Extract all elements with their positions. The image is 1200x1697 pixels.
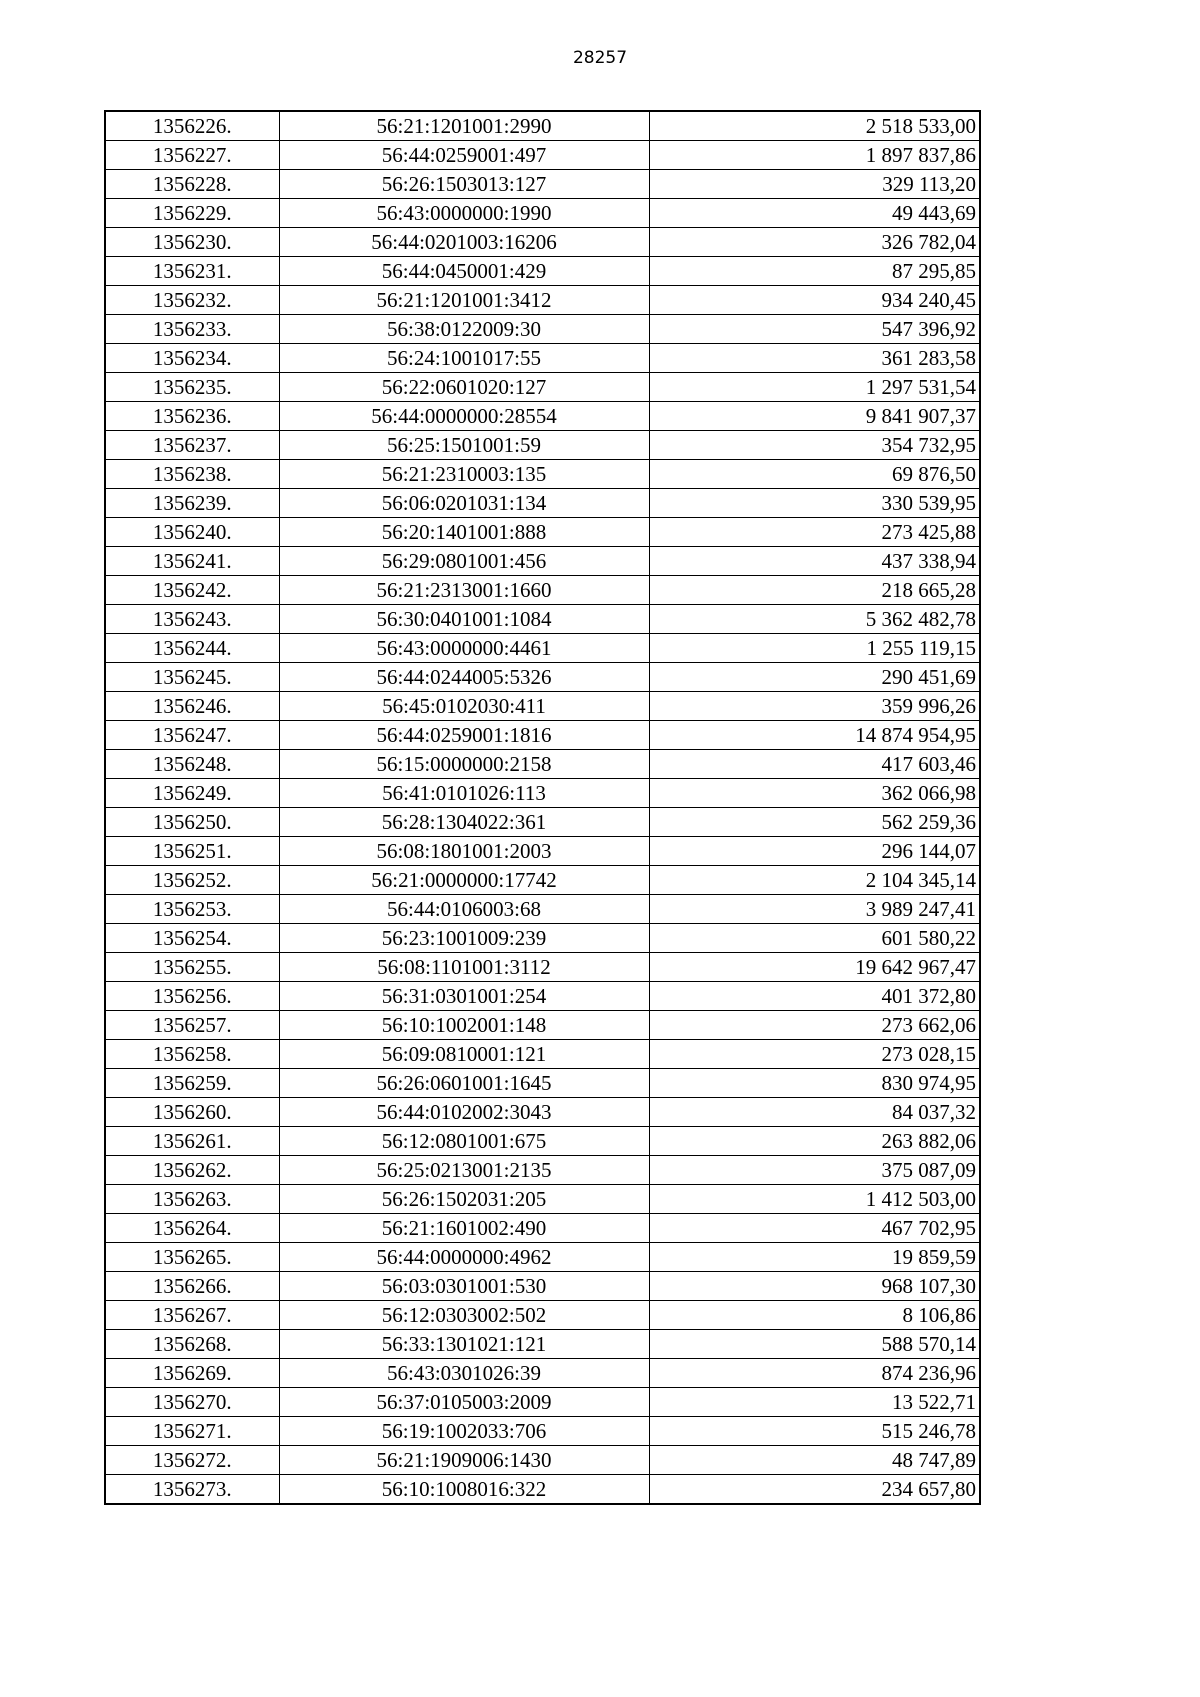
row-number-cell: 1356259. — [105, 1069, 279, 1098]
row-number-cell: 1356265. — [105, 1243, 279, 1272]
cadastral-number-cell: 56:25:1501001:59 — [279, 431, 649, 460]
row-number-cell: 1356238. — [105, 460, 279, 489]
cadastral-number-cell: 56:24:1001017:55 — [279, 344, 649, 373]
table-row — [105, 111, 980, 141]
table-row — [105, 518, 980, 547]
cadastral-value-cell: 13 522,71 — [649, 1388, 980, 1417]
cadastral-number-cell: 56:21:1201001:3412 — [279, 286, 649, 315]
cadastral-number-cell: 56:08:1101001:3112 — [279, 953, 649, 982]
row-number-cell: 1356253. — [105, 895, 279, 924]
row-number-cell: 1356240. — [105, 518, 279, 547]
cadastral-value-cell: 218 665,28 — [649, 576, 980, 605]
cadastral-number-cell: 56:44:0106003:68 — [279, 895, 649, 924]
row-number-cell: 1356236. — [105, 402, 279, 431]
cadastral-number-cell: 56:22:0601020:127 — [279, 373, 649, 402]
table-row — [105, 1301, 980, 1330]
table-row — [105, 1069, 980, 1098]
cadastral-number-cell: 56:21:1601002:490 — [279, 1214, 649, 1243]
row-number-cell: 1356264. — [105, 1214, 279, 1243]
cadastral-number-cell: 56:12:0801001:675 — [279, 1127, 649, 1156]
table-row — [105, 953, 980, 982]
cadastral-value-cell: 361 283,58 — [649, 344, 980, 373]
table-row — [105, 1388, 980, 1417]
cadastral-number-cell: 56:44:0000000:28554 — [279, 402, 649, 431]
table-row — [105, 402, 980, 431]
table-row — [105, 1475, 980, 1505]
cadastral-number-cell: 56:44:0201003:16206 — [279, 228, 649, 257]
cadastral-number-cell: 56:20:1401001:888 — [279, 518, 649, 547]
row-number-cell: 1356228. — [105, 170, 279, 199]
cadastral-number-cell: 56:38:0122009:30 — [279, 315, 649, 344]
row-number-cell: 1356226. — [105, 111, 279, 141]
table-row — [105, 1156, 980, 1185]
row-number-cell: 1356246. — [105, 692, 279, 721]
table-row — [105, 924, 980, 953]
cadastral-number-cell: 56:37:0105003:2009 — [279, 1388, 649, 1417]
table-row — [105, 1214, 980, 1243]
cadastral-value-cell: 48 747,89 — [649, 1446, 980, 1475]
cadastral-value-cell: 401 372,80 — [649, 982, 980, 1011]
row-number-cell: 1356247. — [105, 721, 279, 750]
table-row — [105, 315, 980, 344]
cadastral-value-cell: 84 037,32 — [649, 1098, 980, 1127]
cadastral-value-cell: 601 580,22 — [649, 924, 980, 953]
cadastral-value-cell: 467 702,95 — [649, 1214, 980, 1243]
row-number-cell: 1356237. — [105, 431, 279, 460]
table-row — [105, 982, 980, 1011]
cadastral-number-cell: 56:21:1201001:2990 — [279, 111, 649, 141]
row-number-cell: 1356266. — [105, 1272, 279, 1301]
row-number-cell: 1356239. — [105, 489, 279, 518]
row-number-cell: 1356242. — [105, 576, 279, 605]
row-number-cell: 1356261. — [105, 1127, 279, 1156]
row-number-cell: 1356273. — [105, 1475, 279, 1505]
table-row — [105, 1446, 980, 1475]
cadastral-number-cell: 56:44:0259001:497 — [279, 141, 649, 170]
table-row — [105, 431, 980, 460]
row-number-cell: 1356234. — [105, 344, 279, 373]
row-number-cell: 1356257. — [105, 1011, 279, 1040]
cadastral-value-cell: 273 028,15 — [649, 1040, 980, 1069]
cadastral-value-cell: 19 642 967,47 — [649, 953, 980, 982]
cadastral-value-cell: 14 874 954,95 — [649, 721, 980, 750]
cadastral-number-cell: 56:45:0102030:411 — [279, 692, 649, 721]
cadastral-number-cell: 56:29:0801001:456 — [279, 547, 649, 576]
cadastral-value-cell: 330 539,95 — [649, 489, 980, 518]
cadastral-value-cell: 547 396,92 — [649, 315, 980, 344]
cadastral-value-cell: 273 425,88 — [649, 518, 980, 547]
row-number-cell: 1356260. — [105, 1098, 279, 1127]
table-row — [105, 750, 980, 779]
cadastral-number-cell: 56:10:1008016:322 — [279, 1475, 649, 1505]
row-number-cell: 1356248. — [105, 750, 279, 779]
table-row — [105, 808, 980, 837]
cadastral-value-cell: 234 657,80 — [649, 1475, 980, 1505]
table-row — [105, 1185, 980, 1214]
table-row — [105, 141, 980, 170]
table-row — [105, 663, 980, 692]
cadastral-value-cell: 1 255 119,15 — [649, 634, 980, 663]
table-row — [105, 373, 980, 402]
cadastral-number-cell: 56:03:0301001:530 — [279, 1272, 649, 1301]
cadastral-value-cell: 934 240,45 — [649, 286, 980, 315]
table-row — [105, 460, 980, 489]
table-row — [105, 576, 980, 605]
cadastral-value-cell: 375 087,09 — [649, 1156, 980, 1185]
cadastral-value-cell: 1 412 503,00 — [649, 1185, 980, 1214]
cadastral-number-cell: 56:21:1909006:1430 — [279, 1446, 649, 1475]
row-number-cell: 1356263. — [105, 1185, 279, 1214]
row-number-cell: 1356251. — [105, 837, 279, 866]
cadastral-value-cell: 362 066,98 — [649, 779, 980, 808]
cadastral-value-cell: 3 989 247,41 — [649, 895, 980, 924]
cadastral-number-cell: 56:44:0450001:429 — [279, 257, 649, 286]
table-row — [105, 489, 980, 518]
row-number-cell: 1356254. — [105, 924, 279, 953]
cadastral-number-cell: 56:12:0303002:502 — [279, 1301, 649, 1330]
row-number-cell: 1356244. — [105, 634, 279, 663]
cadastral-value-cell: 1 297 531,54 — [649, 373, 980, 402]
table-row — [105, 1330, 980, 1359]
table-row — [105, 228, 980, 257]
cadastral-value-table-container — [104, 110, 981, 1505]
row-number-cell: 1356229. — [105, 199, 279, 228]
cadastral-number-cell: 56:31:0301001:254 — [279, 982, 649, 1011]
table-row — [105, 1272, 980, 1301]
cadastral-number-cell: 56:44:0102002:3043 — [279, 1098, 649, 1127]
table-row — [105, 866, 980, 895]
row-number-cell: 1356235. — [105, 373, 279, 402]
cadastral-value-cell: 5 362 482,78 — [649, 605, 980, 634]
row-number-cell: 1356249. — [105, 779, 279, 808]
cadastral-number-cell: 56:23:1001009:239 — [279, 924, 649, 953]
table-row — [105, 779, 980, 808]
cadastral-value-cell: 2 104 345,14 — [649, 866, 980, 895]
table-row — [105, 1127, 980, 1156]
row-number-cell: 1356230. — [105, 228, 279, 257]
row-number-cell: 1356256. — [105, 982, 279, 1011]
cadastral-number-cell: 56:44:0000000:4962 — [279, 1243, 649, 1272]
cadastral-value-cell: 19 859,59 — [649, 1243, 980, 1272]
page-number: 28257 — [572, 48, 628, 68]
cadastral-number-cell: 56:43:0000000:1990 — [279, 199, 649, 228]
cadastral-value-cell: 968 107,30 — [649, 1272, 980, 1301]
cadastral-number-cell: 56:15:0000000:2158 — [279, 750, 649, 779]
cadastral-value-cell: 562 259,36 — [649, 808, 980, 837]
cadastral-number-cell: 56:19:1002033:706 — [279, 1417, 649, 1446]
row-number-cell: 1356231. — [105, 257, 279, 286]
cadastral-value-cell: 49 443,69 — [649, 199, 980, 228]
row-number-cell: 1356245. — [105, 663, 279, 692]
row-number-cell: 1356271. — [105, 1417, 279, 1446]
row-number-cell: 1356241. — [105, 547, 279, 576]
cadastral-number-cell: 56:21:2313001:1660 — [279, 576, 649, 605]
table-row — [105, 1243, 980, 1272]
row-number-cell: 1356270. — [105, 1388, 279, 1417]
cadastral-value-cell: 263 882,06 — [649, 1127, 980, 1156]
cadastral-value-cell: 515 246,78 — [649, 1417, 980, 1446]
cadastral-number-cell: 56:26:0601001:1645 — [279, 1069, 649, 1098]
row-number-cell: 1356258. — [105, 1040, 279, 1069]
row-number-cell: 1356233. — [105, 315, 279, 344]
cadastral-value-table — [104, 110, 981, 1505]
row-number-cell: 1356267. — [105, 1301, 279, 1330]
row-number-cell: 1356268. — [105, 1330, 279, 1359]
cadastral-number-cell: 56:44:0244005:5326 — [279, 663, 649, 692]
row-number-cell: 1356243. — [105, 605, 279, 634]
cadastral-number-cell: 56:30:0401001:1084 — [279, 605, 649, 634]
table-row — [105, 1417, 980, 1446]
cadastral-number-cell: 56:25:0213001:2135 — [279, 1156, 649, 1185]
cadastral-value-cell: 87 295,85 — [649, 257, 980, 286]
cadastral-value-cell: 69 876,50 — [649, 460, 980, 489]
cadastral-number-cell: 56:26:1502031:205 — [279, 1185, 649, 1214]
cadastral-value-cell: 437 338,94 — [649, 547, 980, 576]
table-row — [105, 547, 980, 576]
row-number-cell: 1356269. — [105, 1359, 279, 1388]
table-row — [105, 1359, 980, 1388]
table-row — [105, 895, 980, 924]
row-number-cell: 1356227. — [105, 141, 279, 170]
cadastral-value-cell: 830 974,95 — [649, 1069, 980, 1098]
cadastral-value-cell: 1 897 837,86 — [649, 141, 980, 170]
cadastral-number-cell: 56:44:0259001:1816 — [279, 721, 649, 750]
cadastral-value-cell: 588 570,14 — [649, 1330, 980, 1359]
row-number-cell: 1356272. — [105, 1446, 279, 1475]
table-row — [105, 1040, 980, 1069]
table-row — [105, 199, 980, 228]
table-row — [105, 721, 980, 750]
row-number-cell: 1356255. — [105, 953, 279, 982]
cadastral-value-cell: 874 236,96 — [649, 1359, 980, 1388]
cadastral-number-cell: 56:08:1801001:2003 — [279, 837, 649, 866]
cadastral-value-cell: 354 732,95 — [649, 431, 980, 460]
table-row — [105, 1098, 980, 1127]
row-number-cell: 1356232. — [105, 286, 279, 315]
table-row — [105, 170, 980, 199]
cadastral-number-cell: 56:28:1304022:361 — [279, 808, 649, 837]
cadastral-number-cell: 56:21:2310003:135 — [279, 460, 649, 489]
cadastral-number-cell: 56:10:1002001:148 — [279, 1011, 649, 1040]
cadastral-value-cell: 290 451,69 — [649, 663, 980, 692]
cadastral-number-cell: 56:26:1503013:127 — [279, 170, 649, 199]
cadastral-value-cell: 9 841 907,37 — [649, 402, 980, 431]
cadastral-number-cell: 56:21:0000000:17742 — [279, 866, 649, 895]
row-number-cell: 1356262. — [105, 1156, 279, 1185]
table-row — [105, 837, 980, 866]
cadastral-number-cell: 56:09:0810001:121 — [279, 1040, 649, 1069]
cadastral-value-cell: 273 662,06 — [649, 1011, 980, 1040]
table-row — [105, 605, 980, 634]
table-row — [105, 634, 980, 663]
cadastral-value-cell: 329 113,20 — [649, 170, 980, 199]
table-row — [105, 1011, 980, 1040]
table-row — [105, 692, 980, 721]
table-row — [105, 286, 980, 315]
cadastral-number-cell: 56:41:0101026:113 — [279, 779, 649, 808]
cadastral-value-cell: 2 518 533,00 — [649, 111, 980, 141]
cadastral-number-cell: 56:33:1301021:121 — [279, 1330, 649, 1359]
cadastral-number-cell: 56:06:0201031:134 — [279, 489, 649, 518]
table-row — [105, 344, 980, 373]
cadastral-value-cell: 8 106,86 — [649, 1301, 980, 1330]
table-body — [105, 111, 980, 1504]
row-number-cell: 1356252. — [105, 866, 279, 895]
cadastral-value-cell: 326 782,04 — [649, 228, 980, 257]
cadastral-value-cell: 296 144,07 — [649, 837, 980, 866]
cadastral-value-cell: 417 603,46 — [649, 750, 980, 779]
cadastral-number-cell: 56:43:0000000:4461 — [279, 634, 649, 663]
table-row — [105, 257, 980, 286]
row-number-cell: 1356250. — [105, 808, 279, 837]
cadastral-number-cell: 56:43:0301026:39 — [279, 1359, 649, 1388]
cadastral-value-cell: 359 996,26 — [649, 692, 980, 721]
